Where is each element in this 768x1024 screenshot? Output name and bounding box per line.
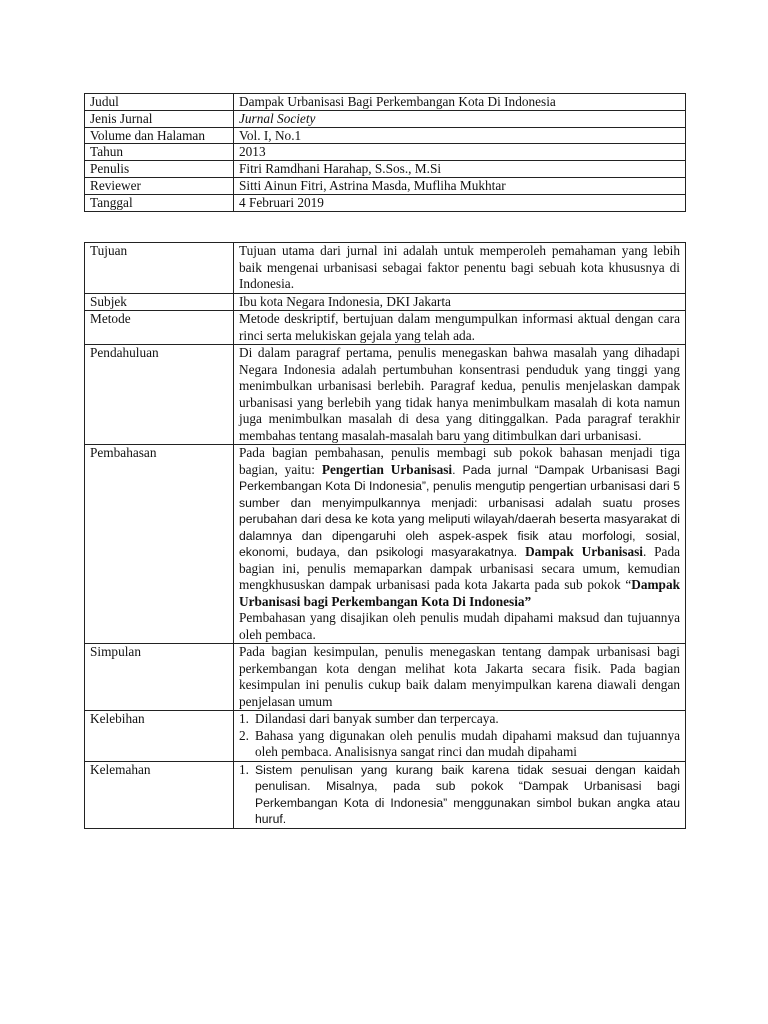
table-row <box>85 445 686 644</box>
reviewer-value: Sitti Ainun Fitri, Astrina Masda, Mufliha Mukhtar <box>234 177 686 194</box>
pendahuluan-text: Di dalam paragraf pertama, penulis menegaskan bahwa masalah yang dihadapi Negara Indonesia adalah pertumbuhan konsentrasi penduduk yang tinggi yang menimbulkan urbanisasi berlebih. Paragraf kedua, penulis menjelaskan dampak urbanisasi yang berlebih yang tidak hanya menimbulkam masalah di kota namun juga menimbulkan masalah di desa yang ditinggalkan. Pada paragraf terakhir membahas tentang masalah-masalah baru yang ditimbulkan dari urbanisasi. <box>234 345 686 445</box>
list-text: Dilandasi dari banyak sumber dan terpercaya. <box>255 711 499 726</box>
list-number: 2. <box>239 727 249 743</box>
judul-label: Judul <box>85 94 234 111</box>
table-row <box>85 711 686 762</box>
pembahasan-bold-2: Dampak Urbanisasi <box>525 544 643 559</box>
jenis-jurnal-text: Jurnal Society <box>239 110 316 126</box>
table-row <box>85 345 686 445</box>
review-table <box>84 242 686 829</box>
list-item <box>239 728 680 761</box>
metode-label: Metode <box>85 311 234 345</box>
table-row <box>85 94 686 111</box>
list-item <box>239 711 680 728</box>
kelemahan-list <box>239 762 680 828</box>
table-row <box>85 161 686 178</box>
penulis-label: Penulis <box>85 161 234 178</box>
journal-info-table <box>84 93 686 212</box>
metode-text: Metode deskriptif, bertujuan dalam mengumpulkan informasi aktual dengan cara rinci serta melukiskan gejala yang telah ada. <box>234 311 686 345</box>
kelemahan-label: Kelemahan <box>85 761 234 828</box>
subjek-text: Ibu kota Negara Indonesia, DKI Jakarta <box>234 293 686 311</box>
list-text: Sistem penulisan yang kurang baik karena tidak sesuai dengan kaidah penulisan. Misalnya, pada sub pokok “Dampak Urbanisasi bagi Perkembangan Kota di Indonesia” menggunakan simbol bukan angka atau huruf. <box>255 762 680 826</box>
table-row <box>85 194 686 211</box>
tahun-label: Tahun <box>85 144 234 161</box>
tanggal-label: Tanggal <box>85 194 234 211</box>
volume-label: Volume dan Halaman <box>85 127 234 144</box>
tujuan-label: Tujuan <box>85 243 234 294</box>
kelebihan-list <box>239 711 680 761</box>
table-row <box>85 644 686 711</box>
list-item <box>239 762 680 828</box>
pembahasan-bold-3: Dampak Urbanisasi bagi Perkembangan Kota Di Indonesia” <box>239 577 680 609</box>
list-number: 1. <box>239 761 249 777</box>
simpulan-text: Pada bagian kesimpulan, penulis menegaskan tentang dampak urbanisasi bagi perkembangan kota dengan melihat kota Jakarta secara fisik. Pada bagian kesimpulan ini penulis cukup baik dalam menyimpulkan karena diawali dengan penjelasan umum <box>234 644 686 711</box>
kelemahan-list-cell <box>234 761 686 828</box>
kelebihan-label: Kelebihan <box>85 711 234 762</box>
pembahasan-text <box>234 445 686 644</box>
table-row <box>85 110 686 127</box>
pembahasan-part-2: . Pada jurnal “Dampak Urbanisasi Bagi Perkembangan Kota Di Indonesia”, penulis mengutip pengertian urbanisasi dari 5 sumber dan menyimpulkannya menjadi: urbanisasi adalah suatu proses perubahan dari desa ke kota yang meliputi wilayah/daerah beserta masyarakat di dalamnya dan dipengaruhi oleh aspek-aspek fisik atau morfologi, sosial, ekonomi, budaya, dan psikologi masyarakatnya. <box>239 462 680 559</box>
judul-value: Dampak Urbanisasi Bagi Perkembangan Kota Di Indonesia <box>234 94 686 111</box>
list-number: 1. <box>239 711 249 726</box>
penulis-value: Fitri Ramdhani Harahap, S.Sos., M.Si <box>234 161 686 178</box>
pembahasan-part-3: . Pada bagian ini, penulis memaparkan dampak urbanisasi secara umum, kemudian mengkhususkan dampak urbanisasi pada kota Jakarta pada sub pokok “ <box>239 544 681 592</box>
tanggal-value: 4 Februari 2019 <box>234 194 686 211</box>
table-row <box>85 293 686 311</box>
table-row <box>85 144 686 161</box>
pembahasan-label: Pembahasan <box>85 445 234 644</box>
jenis-jurnal-label: Jenis Jurnal <box>85 110 234 127</box>
table-row <box>85 761 686 828</box>
tahun-value: 2013 <box>234 144 686 161</box>
kelebihan-list-cell <box>234 711 686 762</box>
subjek-label: Subjek <box>85 293 234 311</box>
volume-value: Vol. I, No.1 <box>234 127 686 144</box>
pembahasan-bold-1: Pengertian Urbanisasi <box>321 461 453 477</box>
tujuan-text: Tujuan utama dari jurnal ini adalah untuk memperoleh pemahaman yang lebih baik mengenai urbanisasi sebagai faktor penentu bagi sebuah kota khususnya di Indonesia. <box>234 243 686 294</box>
jenis-jurnal-value <box>234 110 686 127</box>
table-row <box>85 127 686 144</box>
pembahasan-part-4: Pembahasan yang disajikan oleh penulis mudah dipahami maksud dan tujuannya oleh pembaca. <box>239 610 680 642</box>
table-row <box>85 243 686 294</box>
pendahuluan-label: Pendahuluan <box>85 345 234 445</box>
reviewer-label: Reviewer <box>85 177 234 194</box>
pembahasan-intro: Pada bagian pembahasan, penulis membagi sub pokok bahasan menjadi tiga bagian, yaitu: <box>239 445 680 477</box>
table-row <box>85 311 686 345</box>
table-row <box>85 177 686 194</box>
simpulan-label: Simpulan <box>85 644 234 711</box>
list-text: Bahasa yang digunakan oleh penulis mudah dipahami maksud dan tujuannya oleh pembaca. Analisisnya sangat rinci dan mudah dipahami <box>255 727 680 759</box>
